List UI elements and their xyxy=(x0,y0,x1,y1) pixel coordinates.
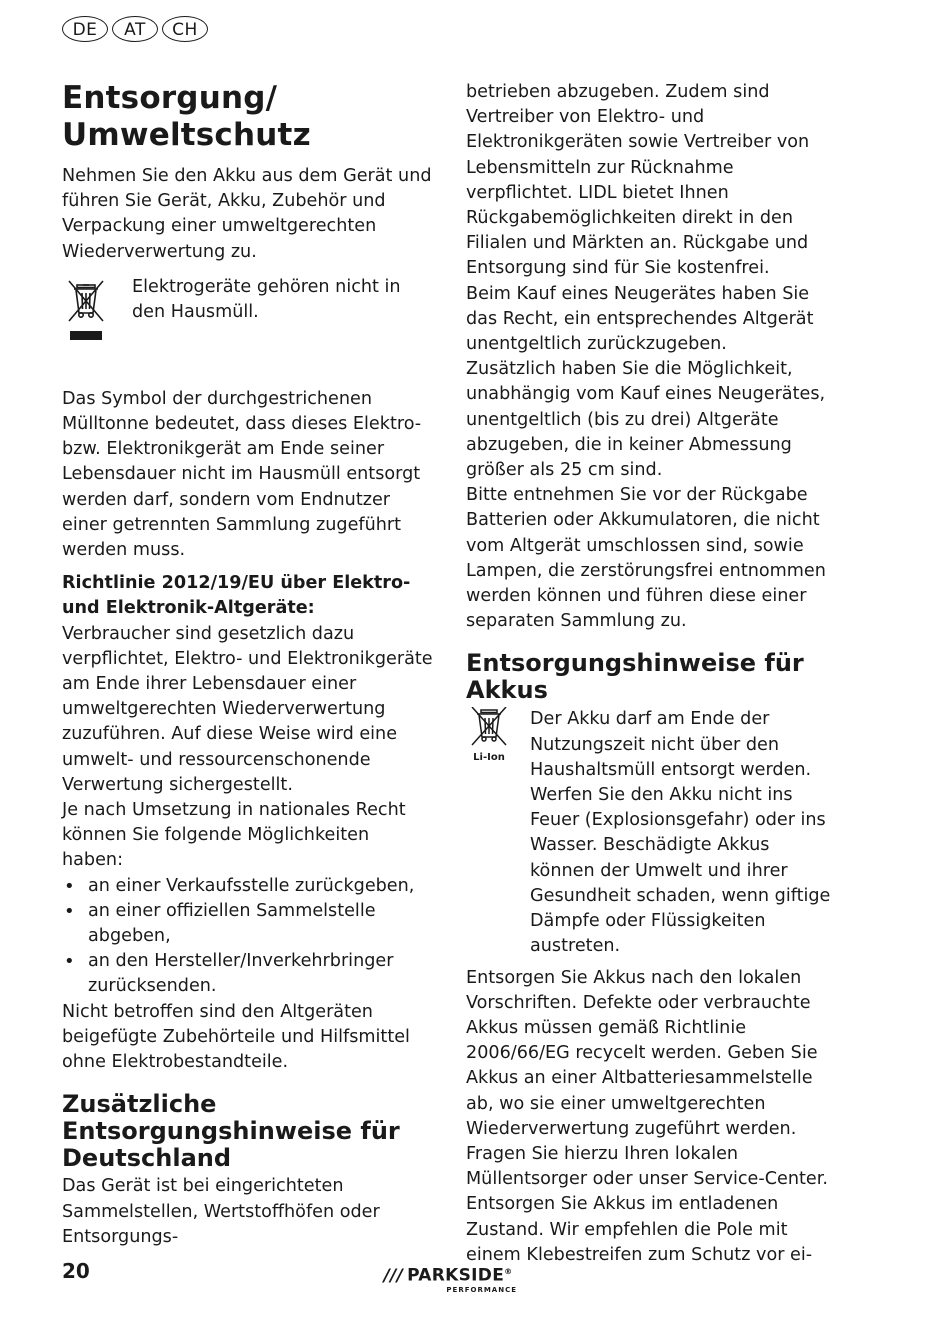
continued-paragraph: betrieben abzugeben. Zudem sind Vertreiber von Elektro- und Elektronikgeräten sowie Vertreiber von Lebensmitteln zur Rücknahme verpflichtet. LIDL bietet Ihnen Rückgabemöglichkeiten direkt in den Filialen und Märkten an. Rückgabe und Entsorgung sind für Sie kostenfrei. xyxy=(466,82,810,279)
list-item: • an einer offiziellen Sammelstelle abgeben, xyxy=(62,899,434,949)
akku-warning: Der Akku darf am Ende der Nutzungszeit nicht über den Haushaltsmüll entsorgt werden. Werfen Sie den Akku nicht ins Feuer (Explosionsgefahr) oder ins Wasser. Beschädigte Akkus können der Umwelt und ihrer Gesundheit schaden, wenn giftige Dämpfe oder Flüssigkeiten austreten. xyxy=(530,709,831,957)
page-title-line2: Umweltschutz xyxy=(62,117,311,153)
akku-disposal-paragraph: Entsorgen Sie Akkus nach den lokalen Vorschriften. Defekte oder verbrauchte Akkus müssen gemäß Richtlinie 2006/66/EG recycelt werden. Geben Sie Akkus an einer Altbatteriesammelstelle ab, wo sie einer umweltgerechten Wiederverwertung zugeführt werden. Fragen Sie hierzu Ihren lokalen Müllentsorger oder unser Service-Center. Entsorgen Sie Akkus im entladenen Zustand. Wir empfehlen die Pole mit einem Klebestreifen zum Schutz vor ei- xyxy=(466,967,828,1265)
crossed-bin-icon xyxy=(62,275,132,351)
country-badge-de: DE xyxy=(62,16,108,42)
battery-bin-icon xyxy=(466,707,530,773)
list-item: • an den Hersteller/Inverkehrbringer zurücksenden. xyxy=(62,949,434,999)
not-affected-note: Nicht betroffen sind den Altgeräten beigefügte Zubehörteile und Hilfsmittel ohne Elektrobestandteile. xyxy=(62,1001,410,1073)
akku-heading: Entsorgungshinweise für Akkus xyxy=(466,649,804,705)
brand-subline: PERFORMANCE xyxy=(446,1285,517,1294)
brand-slashes: /// xyxy=(383,1265,404,1286)
country-badge-ch: CH xyxy=(162,16,208,42)
battery-icon-label: Li-Ion xyxy=(473,752,505,764)
left-column xyxy=(62,80,434,1250)
batteries-removal-paragraph: Bitte entnehmen Sie vor der Rückgabe Batterien oder Akkumulatoren, die nicht vom Altgerät umschlossen sind, sowie Lampen, die zerstörungsfrei entnommen werden können und führen diese einer separaten Sammlung zu. xyxy=(466,485,826,632)
brand-registered: ® xyxy=(504,1267,513,1276)
germany-heading: Zusätzliche Entsorgungshinweise für Deutschland xyxy=(62,1090,400,1173)
weee-notice xyxy=(62,275,434,351)
options-intro: Je nach Umsetzung in nationales Recht können Sie folgende Möglichkeiten haben: xyxy=(62,800,406,871)
intro-paragraph: Nehmen Sie den Akku aus dem Gerät und führen Sie Gerät, Akku, Zubehör und Verpackung einer umweltgerechten Wiederverwertung zu. xyxy=(62,166,432,262)
directive-text: Verbraucher sind gesetzlich dazu verpflichtet, Elektro- und Elektronikgeräte am Ende ihrer Lebensdauer einer umweltgerechten Wiederverwertung zuzuführen. Auf diese Weise wird eine umwelt- und ressourcenschonende Verwertung sichergestellt. xyxy=(62,623,433,795)
weee-note: Elektrogeräte gehören nicht in den Hausmüll. xyxy=(132,276,401,323)
page-number: 20 xyxy=(62,1259,90,1283)
brand-name: PARKSIDE xyxy=(407,1265,505,1286)
additional-paragraph: Zusätzlich haben Sie die Möglichkeit, unabhängig vom Kauf eines Neugerätes, unentgeltlich (bis zu drei) Altgeräte abzugeben, die in keiner Abmessung größer als 25 cm sind. xyxy=(466,359,826,481)
country-codes xyxy=(62,16,208,42)
akku-notice xyxy=(466,707,838,959)
options-list xyxy=(62,874,434,1000)
new-device-paragraph: Beim Kauf eines Neugerätes haben Sie das Recht, ein entsprechendes Altgerät unentgeltlich zurückzugeben. xyxy=(466,283,814,355)
list-item: • an einer Verkaufsstelle zurückgeben, xyxy=(62,874,434,899)
right-column xyxy=(466,80,838,1268)
germany-text: Das Gerät ist bei eingerichteten Sammelstellen, Wertstoffhöfen oder Entsorgungs- xyxy=(62,1176,380,1247)
brand-logo xyxy=(373,1263,523,1295)
symbol-explanation: Das Symbol der durchgestrichenen Mülltonne bedeutet, dass dieses Elektro- bzw. Elektronikgerät am Ende seiner Lebensdauer nicht im Hausmüll entsorgt werden darf, sondern vom Endnutzer einer getrennten Sammlung zugeführt werden muss. xyxy=(62,388,422,561)
directive-heading: Richtlinie 2012/19/EU über Elektro- und Elektronik-Altgeräte: xyxy=(62,573,411,619)
page-title xyxy=(62,80,434,154)
page-title-line1: Entsorgung/ xyxy=(62,80,278,116)
country-badge-at: AT xyxy=(112,16,158,42)
